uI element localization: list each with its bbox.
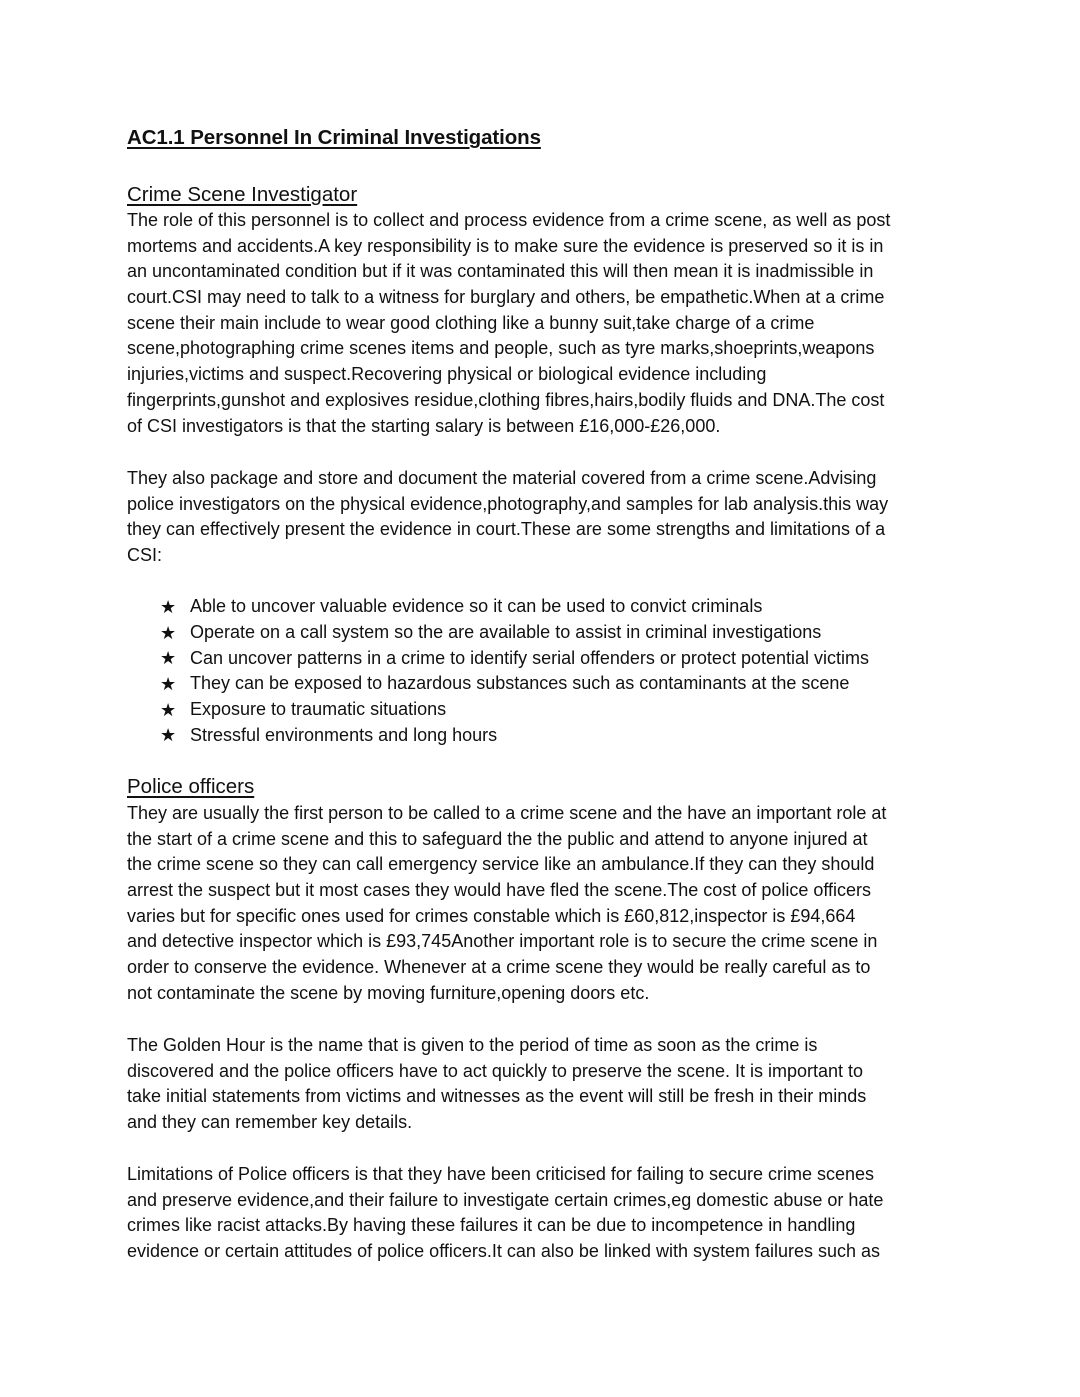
- text-line: They also package and store and document the material covered from a crime scene.Advising: [127, 468, 877, 488]
- list-item-text: They can be exposed to hazardous substances such as contaminants at the scene: [190, 673, 850, 694]
- text-line: and detective inspector which is £93,745Another important role is to secure the crime scene in: [127, 931, 878, 952]
- list-item: [160, 620, 869, 646]
- text-line: the crime scene so they can call emergency service like an ambulance.If they can they should: [127, 854, 875, 875]
- text-line: mortems and accidents.A key responsibility is to make sure the evidence is preserved so it is in: [127, 235, 884, 256]
- list-item-text: Operate on a call system so the are available to assist in criminal investigations: [190, 622, 822, 643]
- list-item: [160, 594, 869, 620]
- text-line: fingerprints,gunshot and explosives residue,clothing fibres,hairs,bodily fluids and DNA.The cost: [127, 389, 885, 410]
- paragraph-police-role: [127, 801, 886, 1007]
- text-line: of CSI investigators is that the starting salary is between £16,000-£26,000.: [127, 415, 721, 436]
- text-line: crimes like racist attacks.By having these failures it can be due to incompetence in handling: [127, 1215, 856, 1236]
- text-line: arrest the suspect but it most cases they would have fled the scene.The cost of police officers: [127, 880, 872, 901]
- text-line: injuries,victims and suspect.Recovering physical or biological evidence including: [127, 364, 767, 385]
- strengths-limitations-list: [160, 594, 869, 748]
- text-line: order to conserve the evidence. Whenever at a crime scene they would be really careful as to: [127, 957, 871, 978]
- list-item-text: Exposure to traumatic situations: [190, 699, 447, 720]
- star-bullet-icon: ★: [160, 622, 177, 643]
- section-heading-police: Police officers: [127, 775, 255, 798]
- list-item: [160, 697, 869, 723]
- text-line: an uncontaminated condition but if it was contaminated this will then mean it is inadmissible in: [127, 261, 874, 282]
- text-line: not contaminate the scene by moving furniture,opening doors etc.: [127, 982, 650, 1003]
- text-line: police investigators on the physical evidence,photography,and samples for lab analysis.this way: [127, 493, 889, 514]
- text-line: the start of a crime scene and this to safeguard the the public and attend to anyone injured at: [127, 828, 868, 849]
- text-line: court.CSI may need to talk to a witness for burglary and others, be empathetic.When at a crime: [127, 287, 885, 308]
- text-line: CSI:: [127, 545, 163, 566]
- list-item-text: Stressful environments and long hours: [190, 724, 498, 745]
- list-item: [160, 645, 869, 671]
- star-bullet-icon: ★: [160, 673, 177, 694]
- text-line: and preserve evidence,and their failure to investigate certain crimes,eg domestic abuse or hate: [127, 1189, 884, 1210]
- paragraph-csi-role: [127, 208, 890, 439]
- paragraph-police-limitations: [127, 1162, 883, 1265]
- list-item-text: Able to uncover valuable evidence so it can be used to convict criminals: [190, 596, 763, 617]
- star-bullet-icon: ★: [160, 596, 177, 617]
- text-line: discovered and the police officers have to act quickly to preserve the scene. It is important to: [127, 1060, 864, 1081]
- list-item: [160, 671, 869, 697]
- star-bullet-icon: ★: [160, 725, 177, 746]
- document-title: AC1.1 Personnel In Criminal Investigations: [127, 126, 541, 149]
- paragraph-csi-duties: [127, 466, 888, 569]
- text-line: scene,photographing crime scenes items and people, such as tyre marks,shoeprints,weapons: [127, 338, 875, 359]
- text-line: The Golden Hour is the name that is given to the period of time as soon as the crime is: [127, 1035, 818, 1055]
- section-heading-csi: Crime Scene Investigator: [127, 183, 358, 206]
- paragraph-golden-hour: [127, 1033, 866, 1136]
- text-line: Limitations of Police officers is that they have been criticised for failing to secure crime scenes: [127, 1164, 875, 1184]
- text-line: take initial statements from victims and witnesses as the event will still be fresh in their minds: [127, 1086, 867, 1107]
- star-bullet-icon: ★: [160, 648, 177, 669]
- list-item-text: Can uncover patterns in a crime to identify serial offenders or protect potential victims: [190, 647, 869, 668]
- text-line: and they can remember key details.: [127, 1112, 413, 1133]
- text-line: scene their main include to wear good clothing like a bunny suit,take charge of a crime: [127, 312, 815, 333]
- text-line: The role of this personnel is to collect and process evidence from a crime scene, as well as post: [127, 210, 891, 230]
- star-bullet-icon: ★: [160, 699, 177, 720]
- text-line: varies but for specific ones used for crimes constable which is £60,812,inspector is £94,664: [127, 905, 856, 926]
- list-item: [160, 722, 869, 748]
- text-line: they can effectively present the evidence in court.These are some strengths and limitations of a: [127, 519, 886, 540]
- text-line: evidence or certain attitudes of police officers.It can also be linked with system failures such as: [127, 1241, 881, 1262]
- text-line: They are usually the first person to be called to a crime scene and the have an important role at: [127, 803, 887, 823]
